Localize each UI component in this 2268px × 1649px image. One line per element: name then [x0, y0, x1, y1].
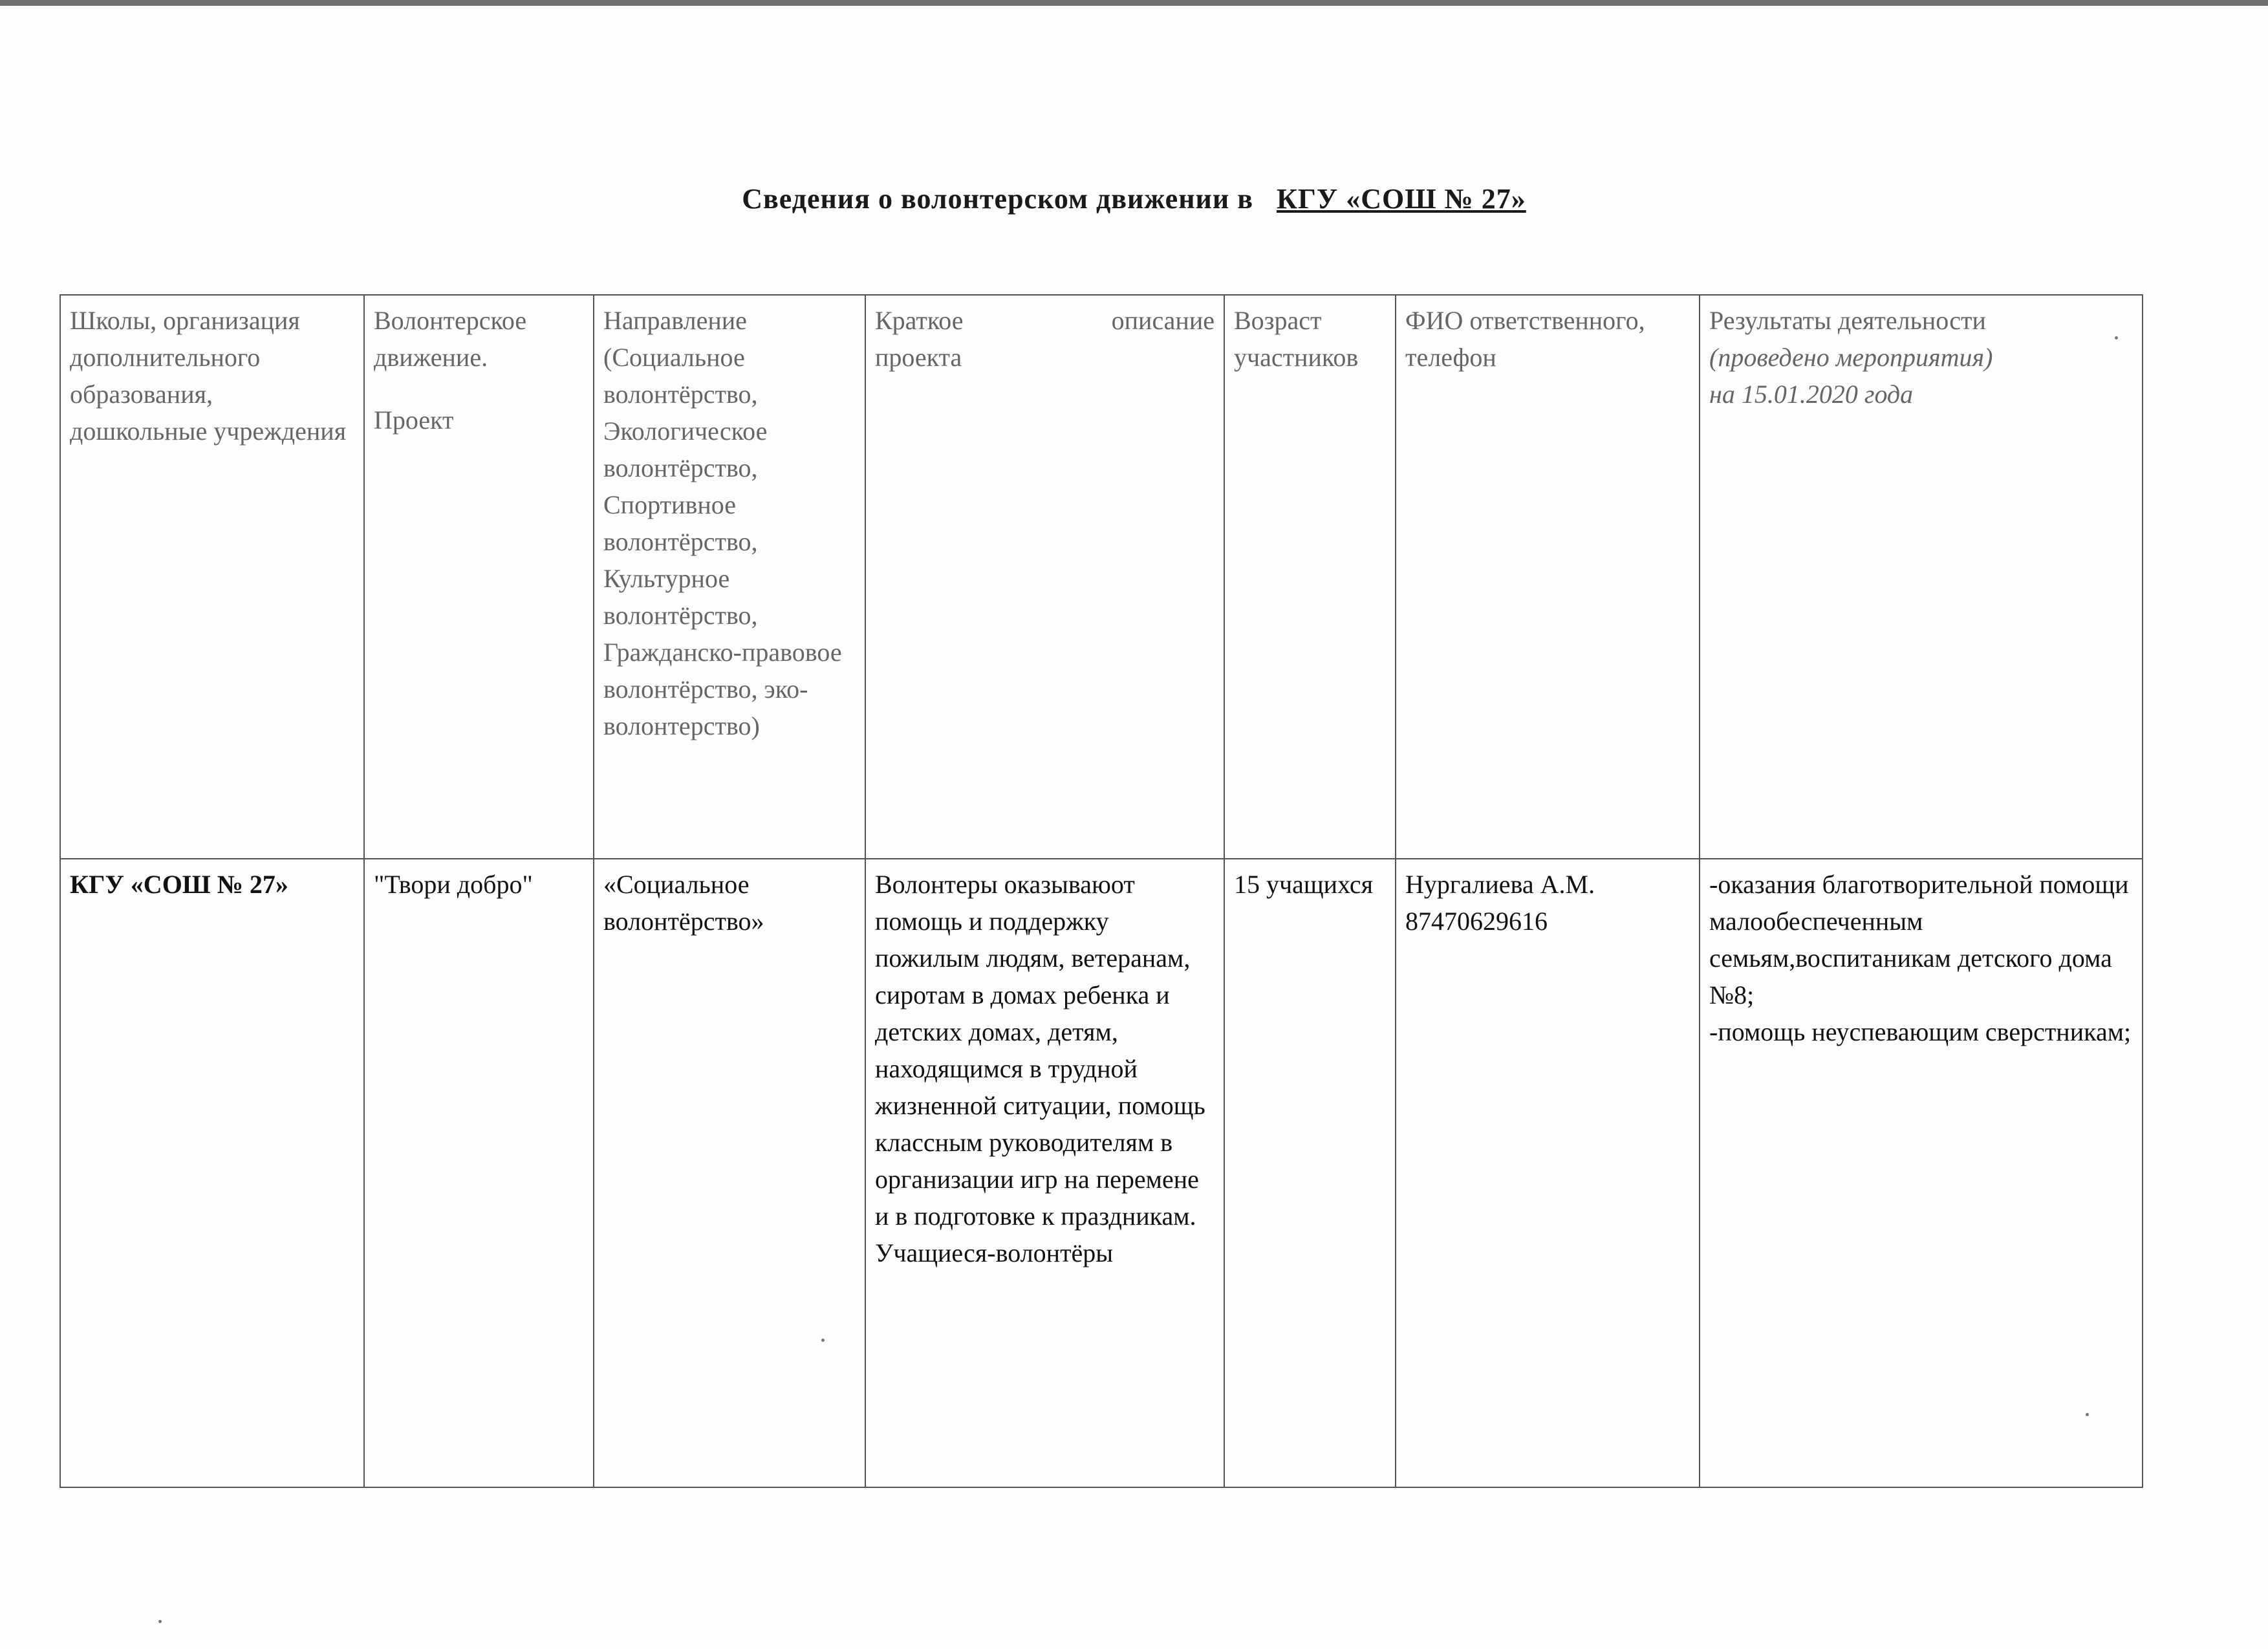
header-description-word2: описание — [1111, 306, 1215, 335]
volunteer-table — [59, 294, 2143, 1488]
header-results — [1700, 295, 2143, 859]
cell-direction: «Социальное волонтёрство» — [594, 859, 865, 1487]
scan-top-edge — [0, 0, 2268, 6]
cell-project: "Твори добро" — [364, 859, 594, 1487]
table-row — [60, 859, 2143, 1487]
header-description — [865, 295, 1224, 859]
cell-results: -оказания благотворительной помощи малообеспеченным семьям,воспитаникам детского дома №8; -помощь неуспевающим сверстникам; — [1700, 859, 2143, 1487]
header-age: Возраст участников — [1224, 295, 1396, 859]
title-main: Сведения о волонтерском движении в — [742, 183, 1254, 215]
page-title — [0, 182, 2268, 215]
header-description-word1: Краткое — [875, 306, 964, 335]
responsible-phone: 87470629616 — [1405, 907, 1548, 936]
header-responsible: ФИО ответственного, телефон — [1396, 295, 1700, 859]
header-results-note: (проведено мероприятия) — [1709, 343, 1993, 372]
scan-speck — [2115, 336, 2118, 339]
header-movement-label: Волонтерское движение. — [374, 306, 527, 372]
header-project-label: Проект — [374, 405, 454, 435]
title-org: КГУ «СОШ № 27» — [1277, 183, 1526, 215]
scan-speck — [2086, 1413, 2089, 1416]
scan-speck — [821, 1339, 825, 1342]
cell-school: КГУ «СОШ № 27» — [60, 859, 364, 1487]
header-schools: Школы, организация дополнительного образования, дошкольные учреждения — [60, 295, 364, 859]
header-movement — [364, 295, 594, 859]
table-header-row — [60, 295, 2143, 859]
cell-responsible — [1396, 859, 1700, 1487]
header-description-word3: проекта — [875, 343, 962, 372]
responsible-name: Нургалиева А.М. — [1405, 870, 1595, 899]
header-direction: Направление (Социальное волонтёрство, Экологическое волонтёрство, Спортивное волонтёрство, Культурное волонтёрство, Гражданско-правовое волонтёрство, эко-волонтерство) — [594, 295, 865, 859]
scan-speck — [158, 1620, 162, 1623]
cell-description: Волонтеры оказываюот помощь и поддержку пожилым людям, ветеранам, сиротам в домах ребенка и детских домах, детям, находящимся в трудной жизненной ситуации, помощь классным руководителям в организации игр на перемене и в подготовке к праздникам. Учащиеся-волонтёры — [865, 859, 1224, 1487]
header-results-title: Результаты деятельности — [1709, 306, 1986, 335]
header-results-date: на 15.01.2020 года — [1709, 380, 1914, 409]
cell-age: 15 учащихся — [1224, 859, 1396, 1487]
